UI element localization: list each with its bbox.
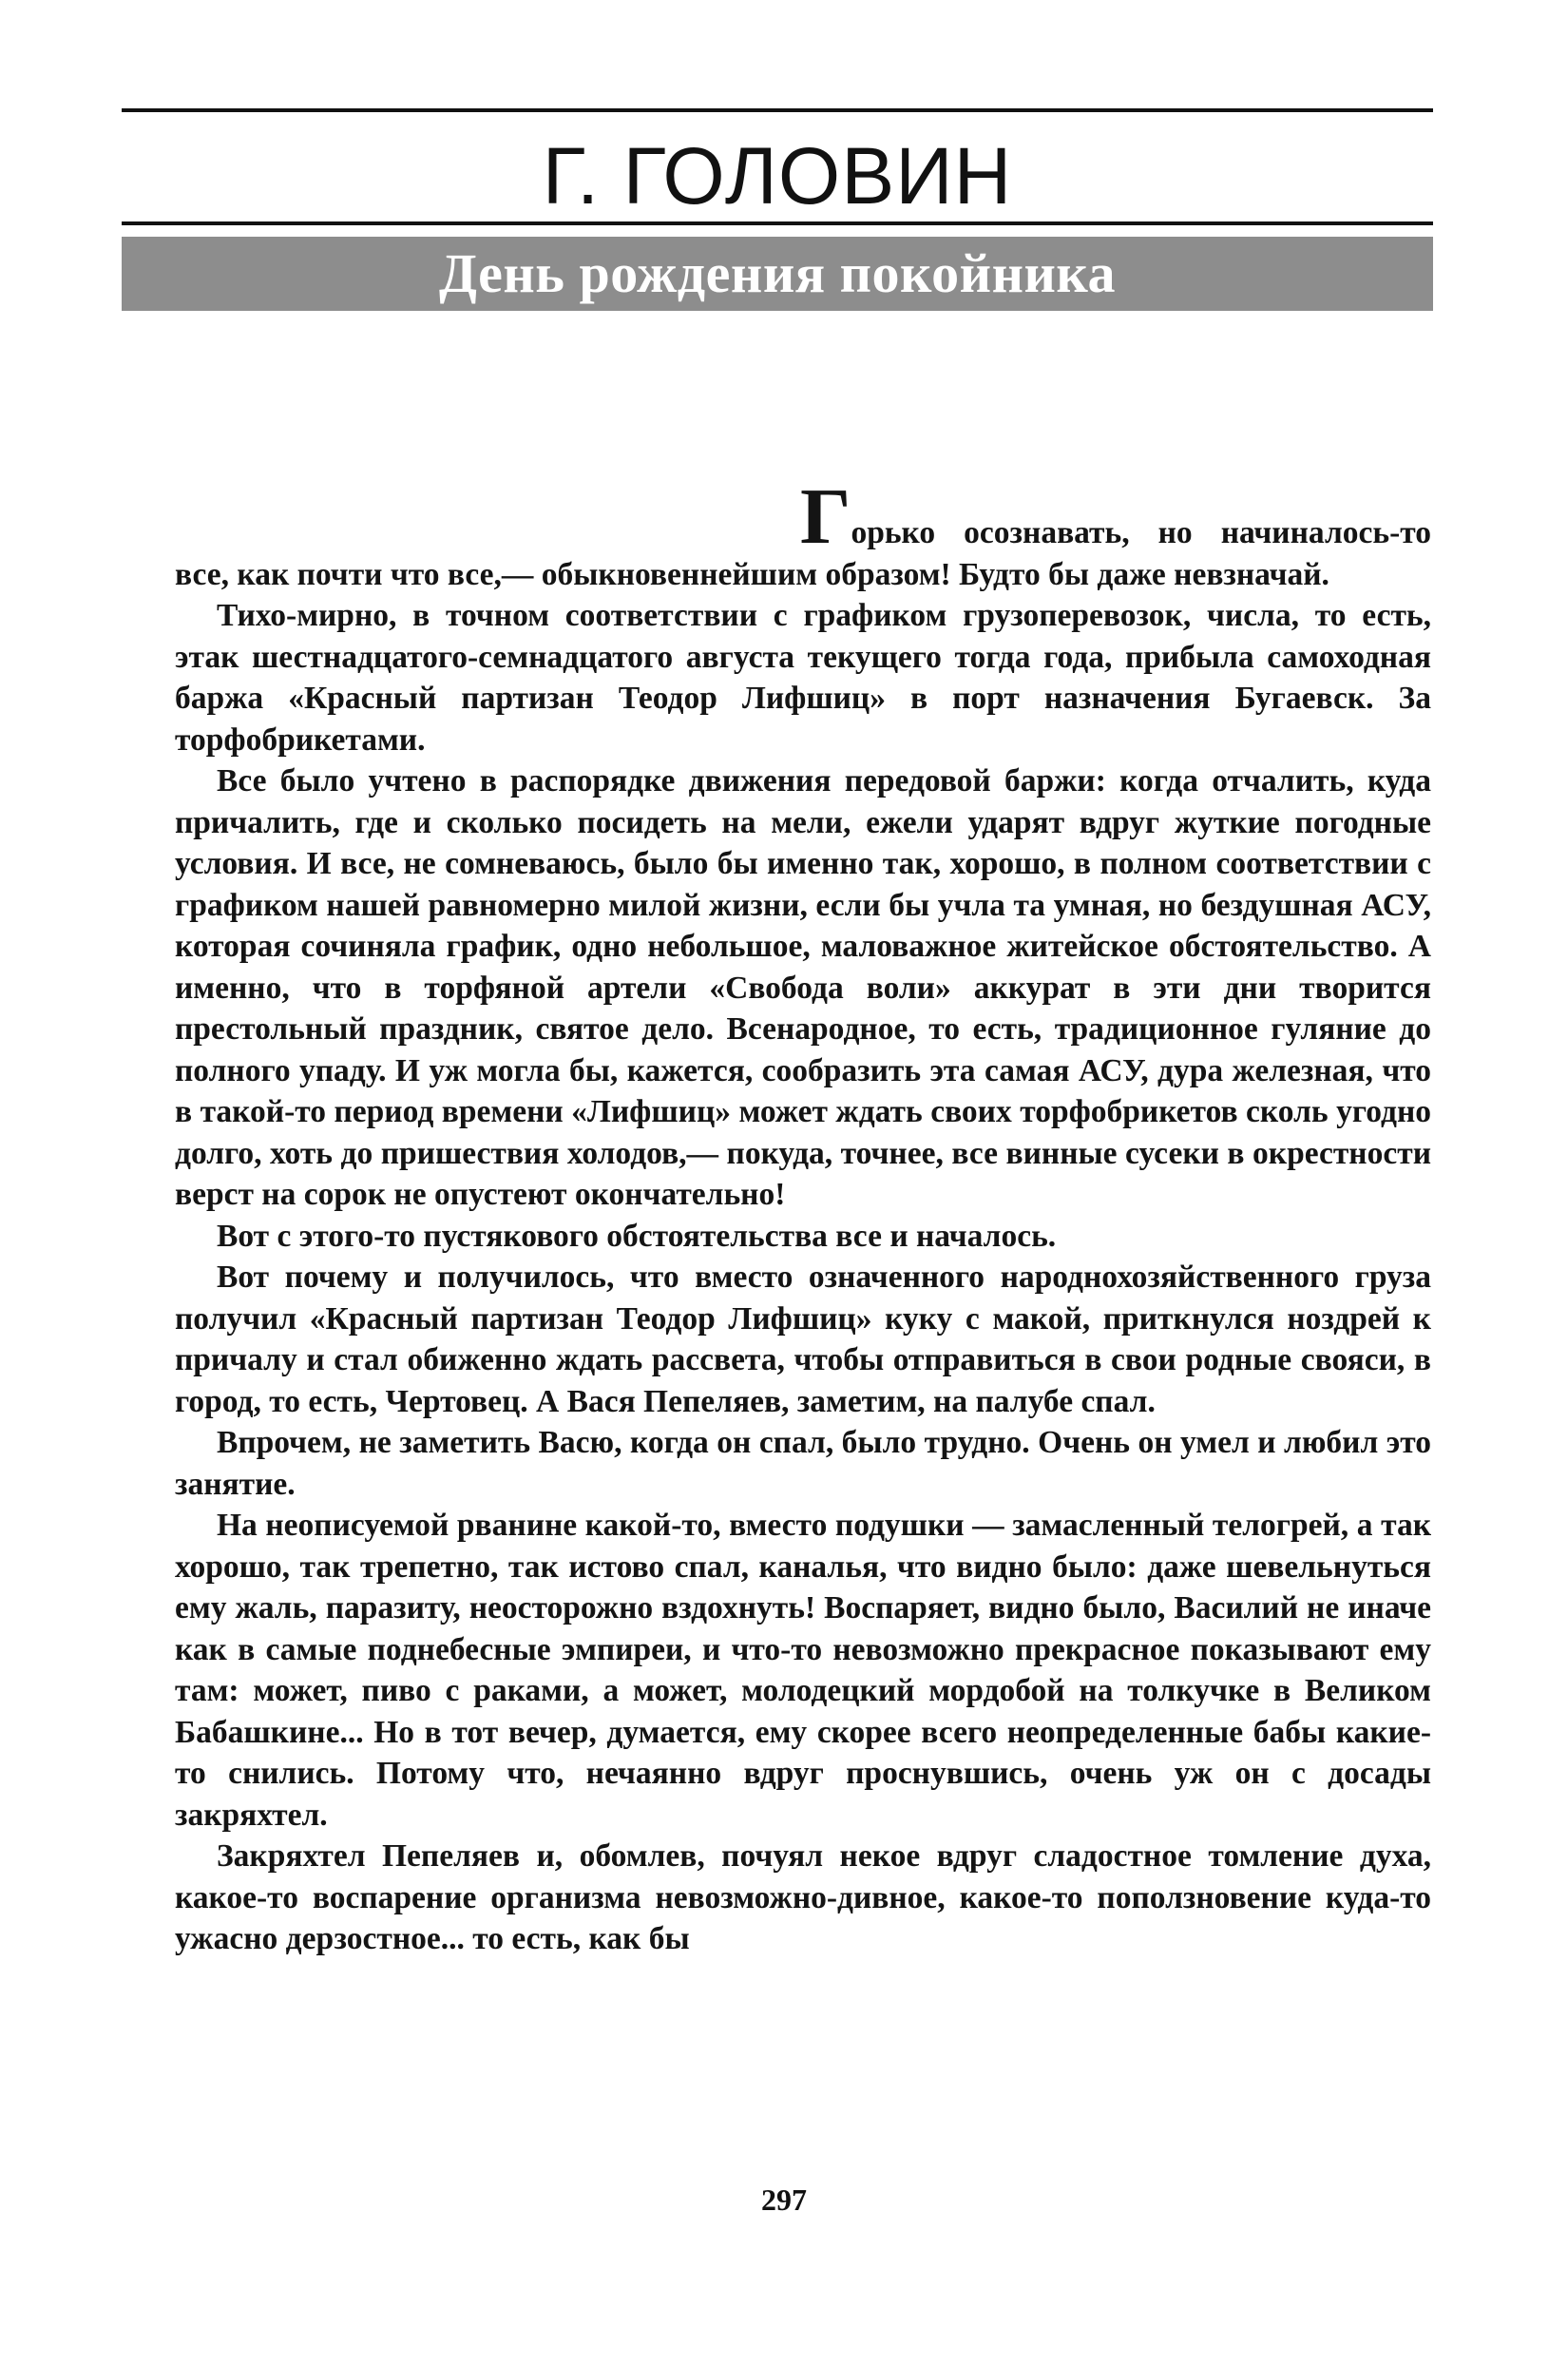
paragraph-5: Вот почему и получилось, что вместо означенного народнохозяйственного груза получил «Красный партизан Теодор Лифшиц» куку с макой, приткнулся ноздрей к причалу и стал обиженно ждать рассвета, чтобы отправиться в свои родные свояси, в город, то есть, Чертовец. А Вася Пепеляев, заметим, на палубе спал. bbox=[175, 1260, 1431, 1419]
paragraph-1 bbox=[175, 472, 1431, 595]
story-text bbox=[175, 472, 1431, 1960]
drop-cap: Г bbox=[800, 472, 851, 561]
paragraph-3: Все было учтено в распорядке движения передовой баржи: когда отчалить, куда причалить, где и сколько посидеть на мели, ежели ударят вдруг жуткие погодные условия. И все, не сомневаюсь, было бы именно так, хорошо, в полном соответствии с графиком нашей равномерно милой жизни, если бы учла та умная, но бездушная АСУ, которая сочиняла график, одно небольшое, маловажное житейское обстоятельство. А именно, что в торфяной артели «Свобода воли» аккурат в эти дни творится престольный праздник, святое дело. Всенародное, то есть, традиционное гуляние до полного упаду. И уж могла бы, кажется, сообразить эта самая АСУ, дура железная, что в такой-то период времени «Лифшиц» может ждать своих торфобрикетов сколь угодно долго, хоть до пришествия холодов,— покуда, точнее, все винные сусеки в окрестности верст на сорок не опустеют окончательно! bbox=[175, 763, 1431, 1212]
author-name: Г. ГОЛОВИН bbox=[542, 131, 1013, 221]
title-band bbox=[122, 237, 1433, 311]
title-rule bbox=[122, 221, 1433, 225]
paragraph-2: Тихо-мирно, в точном соответствии с графиком грузоперевозок, числа, то есть, этак шестнадцатого-семнадцатого августа текущего тогда года, прибыла самоходная баржа «Красный партизан Теодор Лифшиц» в порт назначения Бугаевск. За торфобрикетами. bbox=[175, 598, 1431, 758]
paragraph-1-text: орько осознавать, но начиналось-то все, как почти что все,— обыкновеннейшим образом! Будто бы даже невзначай. bbox=[175, 515, 1431, 592]
page-number: 297 bbox=[761, 2183, 807, 2217]
top-rule bbox=[122, 108, 1433, 112]
story-title: День рождения покойника bbox=[439, 242, 1116, 304]
paragraph-4: Вот с этого-то пустякового обстоятельства все и началось. bbox=[217, 1218, 1057, 1254]
paragraph-6: Впрочем, не заметить Васю, когда он спал, было трудно. Очень он умел и любил это занятие. bbox=[175, 1425, 1431, 1502]
paragraph-7: На неописуемой рванине какой-то, вместо подушки — замасленный телогрей, а так хорошо, так трепетно, так истово спал, каналья, что видно было: даже шевельнуться ему жаль, паразиту, неосторожно вздохнуть! Воспаряет, видно было, Василий не иначе как в самые поднебесные эмпиреи, и что-то невозможно прекрасное показывают ему там: может, пиво с раками, а может, молодецкий мордобой на толкучке в Великом Бабашкине... Но в тот вечер, думается, ему скорее всего неопределенные бабы какие-то снились. Потому что, нечаянно вдруг проснувшись, очень уж он с досады закряхтел. bbox=[175, 1508, 1431, 1833]
paragraph-8: Закряхтел Пепеляев и, обомлев, почуял некое вдруг сладостное томление духа, какое-то воспарение организма невозможно-дивное, какое-то поползновение куда-то ужасно дерзостное... то есть, как бы bbox=[175, 1838, 1431, 1956]
